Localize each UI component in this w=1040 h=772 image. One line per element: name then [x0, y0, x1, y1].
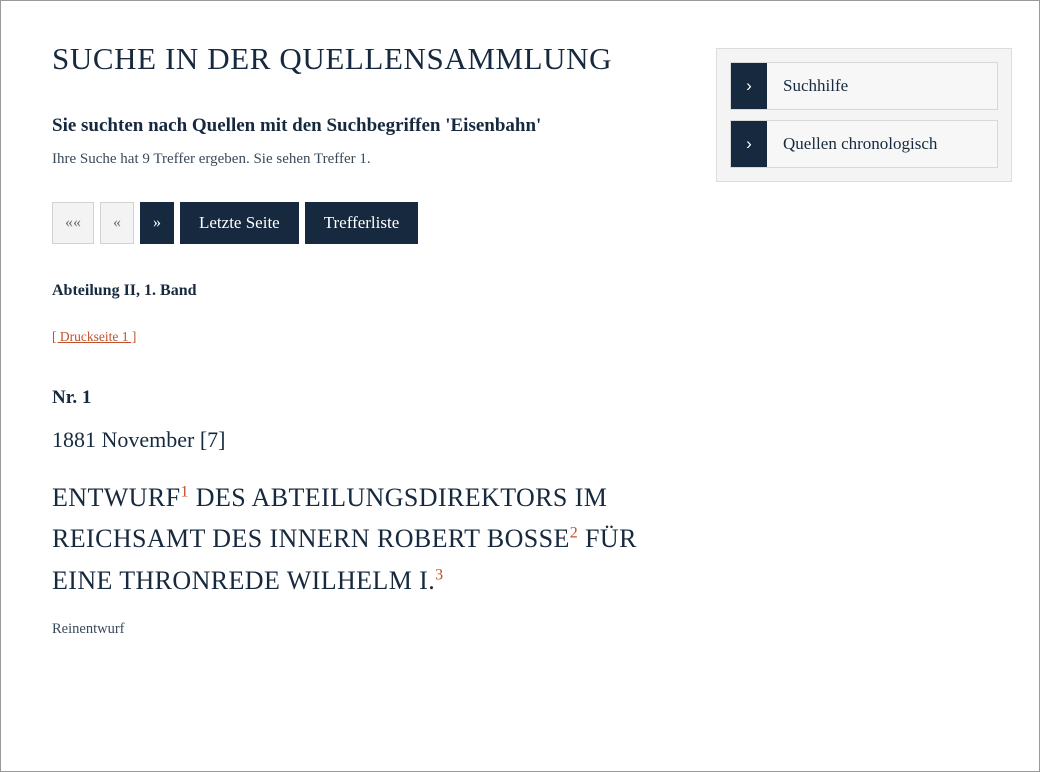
document-note: Reinentwurf [52, 621, 125, 638]
chevron-right-icon: › [731, 63, 767, 109]
pager-last-page-button[interactable]: Letzte Seite [180, 202, 299, 244]
pager-hitlist-button[interactable]: Trefferliste [305, 202, 419, 244]
page-title: SUCHE IN DER QUELLENSAMMLUNG [52, 41, 613, 76]
document-heading [52, 477, 692, 602]
footnote-ref-3[interactable]: 3 [435, 566, 444, 584]
document-number: Nr. 1 [52, 386, 92, 408]
document-date: 1881 November [7] [52, 426, 226, 452]
sidebar-item-label: Quellen chronologisch [783, 134, 938, 153]
footnote-ref-1[interactable]: 1 [180, 482, 189, 500]
heading-segment-1: ENTWURF [52, 482, 181, 512]
heading-segment-3: FÜR EINE THRONREDE WILHELM I. [52, 524, 637, 595]
sidebar-item-quellen-chronologisch[interactable] [730, 120, 998, 168]
volume-label: Abteilung II, 1. Band [52, 281, 197, 299]
sidebar-item-label: Suchhilfe [783, 76, 849, 95]
chevron-right-icon: › [731, 121, 767, 167]
footnote-ref-2[interactable]: 2 [569, 524, 579, 542]
pager-next-button[interactable]: » [140, 202, 174, 244]
heading-segment-2: DES ABTEILUNGSDIREKTORS IM REICHSAMT DES INNERN ROBERT BOSSE [52, 482, 608, 554]
hit-count-text: Ihre Suche hat 9 Treffer ergeben. Sie sehen Treffer 1. [52, 150, 371, 167]
pager-first-button[interactable]: «« [52, 202, 94, 244]
print-page-link[interactable]: [ Druckseite 1 ] [52, 328, 137, 344]
pager-prev-button[interactable]: « [100, 202, 134, 244]
sidebar [716, 48, 1012, 182]
sidebar-item-suchhilfe[interactable] [730, 62, 998, 110]
main-content [52, 41, 692, 638]
search-summary: Sie suchten nach Quellen mit den Suchbegriffen 'Eisenbahn' [52, 114, 542, 136]
pagination-controls [52, 202, 692, 244]
